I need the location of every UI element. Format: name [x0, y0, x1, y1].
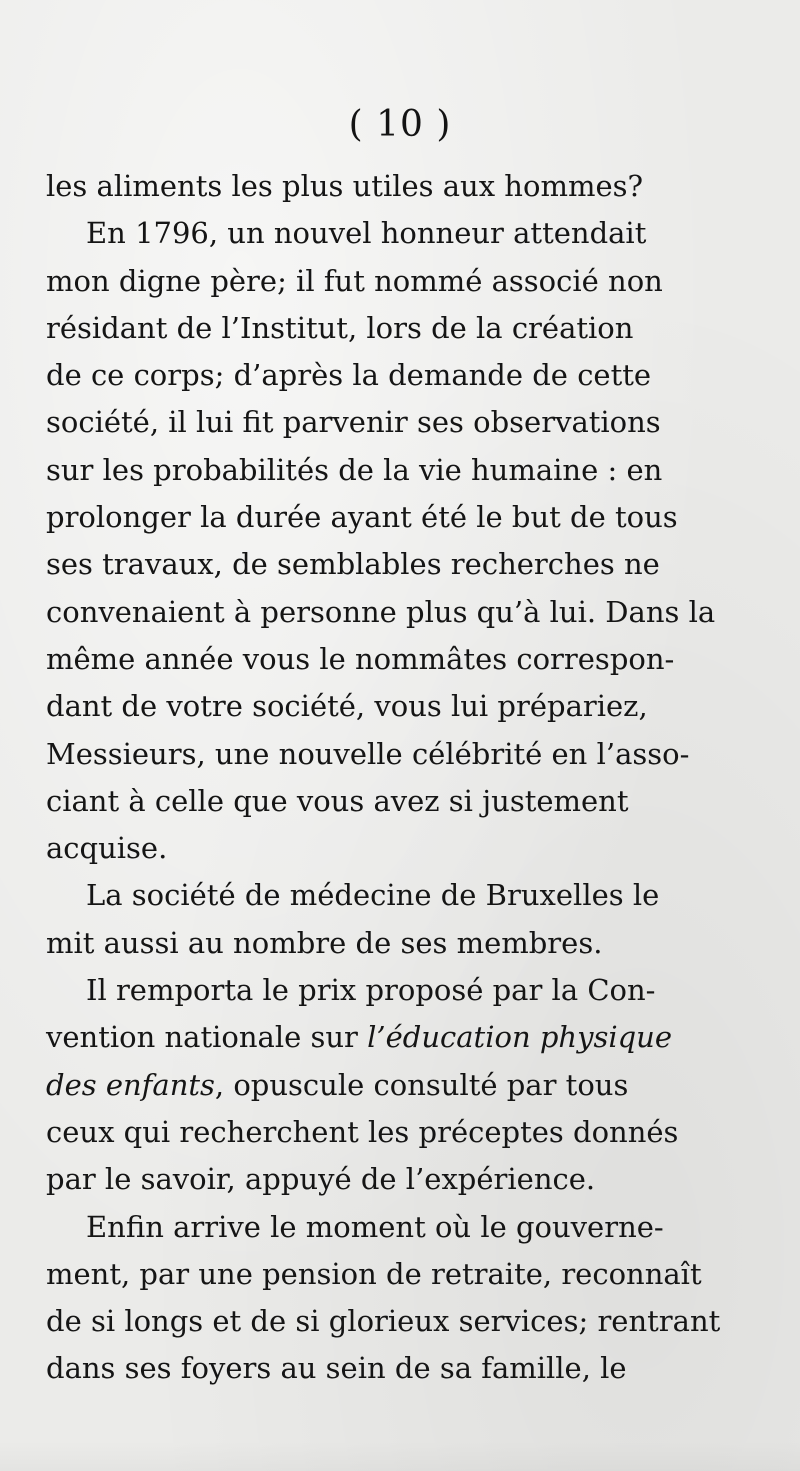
- text-line: ses travaux, de semblables recherches ne: [46, 547, 660, 582]
- text-line: La société de médecine de Bruxelles le: [86, 878, 660, 913]
- text-line: ment, par une pension de retraite, reconnaît: [46, 1256, 702, 1291]
- text-line: de ce corps; d’après la demande de cette: [46, 358, 652, 393]
- text-line: mit aussi au nombre de ses membres.: [46, 925, 603, 960]
- text-line: Il remporta le prix proposé par la Con-: [86, 973, 656, 1008]
- text-line: dant de votre société, vous lui prépariez,: [46, 689, 648, 724]
- text-line: [46, 1062, 752, 1109]
- italic-title-segment: des enfants: [46, 1067, 215, 1102]
- text-line: ceux qui recherchent les préceptes donnés: [46, 1114, 679, 1149]
- italic-title-segment: l’éducation physique: [367, 1020, 673, 1055]
- text-line: même année vous le nommâtes correspon-: [46, 641, 675, 676]
- text-line: prolonger la durée ayant été le but de tous: [46, 500, 678, 535]
- text-line: résidant de l’Institut, lors de la création: [46, 310, 634, 345]
- text-line: de si longs et de si glorieux services; rentrant: [46, 1304, 721, 1339]
- text-segment: , opuscule consulté par tous: [214, 1067, 629, 1102]
- text-line: les aliments les plus utiles aux hommes?: [46, 169, 644, 203]
- text-line: ciant à celle que vous avez si justement: [46, 783, 629, 818]
- text-line: convenaient à personne plus qu’à lui. Dans la: [46, 594, 716, 629]
- text-line: sur les probabilités de la vie humaine : en: [46, 452, 663, 487]
- text-line: mon digne père; il fut nommé associé non: [46, 263, 663, 298]
- text-line: par le savoir, appuyé de l’expérience.: [46, 1162, 596, 1197]
- page-number: ( 10 ): [348, 104, 452, 145]
- text-line: [46, 1014, 752, 1061]
- text-line: Messieurs, une nouvelle célébrité en l’asso-: [46, 736, 690, 771]
- text-line: Enfin arrive le moment où le gouverne-: [86, 1209, 664, 1244]
- body-text: [46, 163, 752, 1393]
- text-line: En 1796, un nouvel honneur attendait: [86, 216, 647, 251]
- text-line: dans ses foyers au sein de sa famille, le: [46, 1351, 627, 1386]
- text-line: société, il lui fit parvenir ses observations: [46, 405, 661, 440]
- text-segment: vention nationale sur: [46, 1020, 368, 1055]
- text-line: acquise.: [46, 831, 168, 866]
- page-edge-shadow: [0, 1441, 800, 1471]
